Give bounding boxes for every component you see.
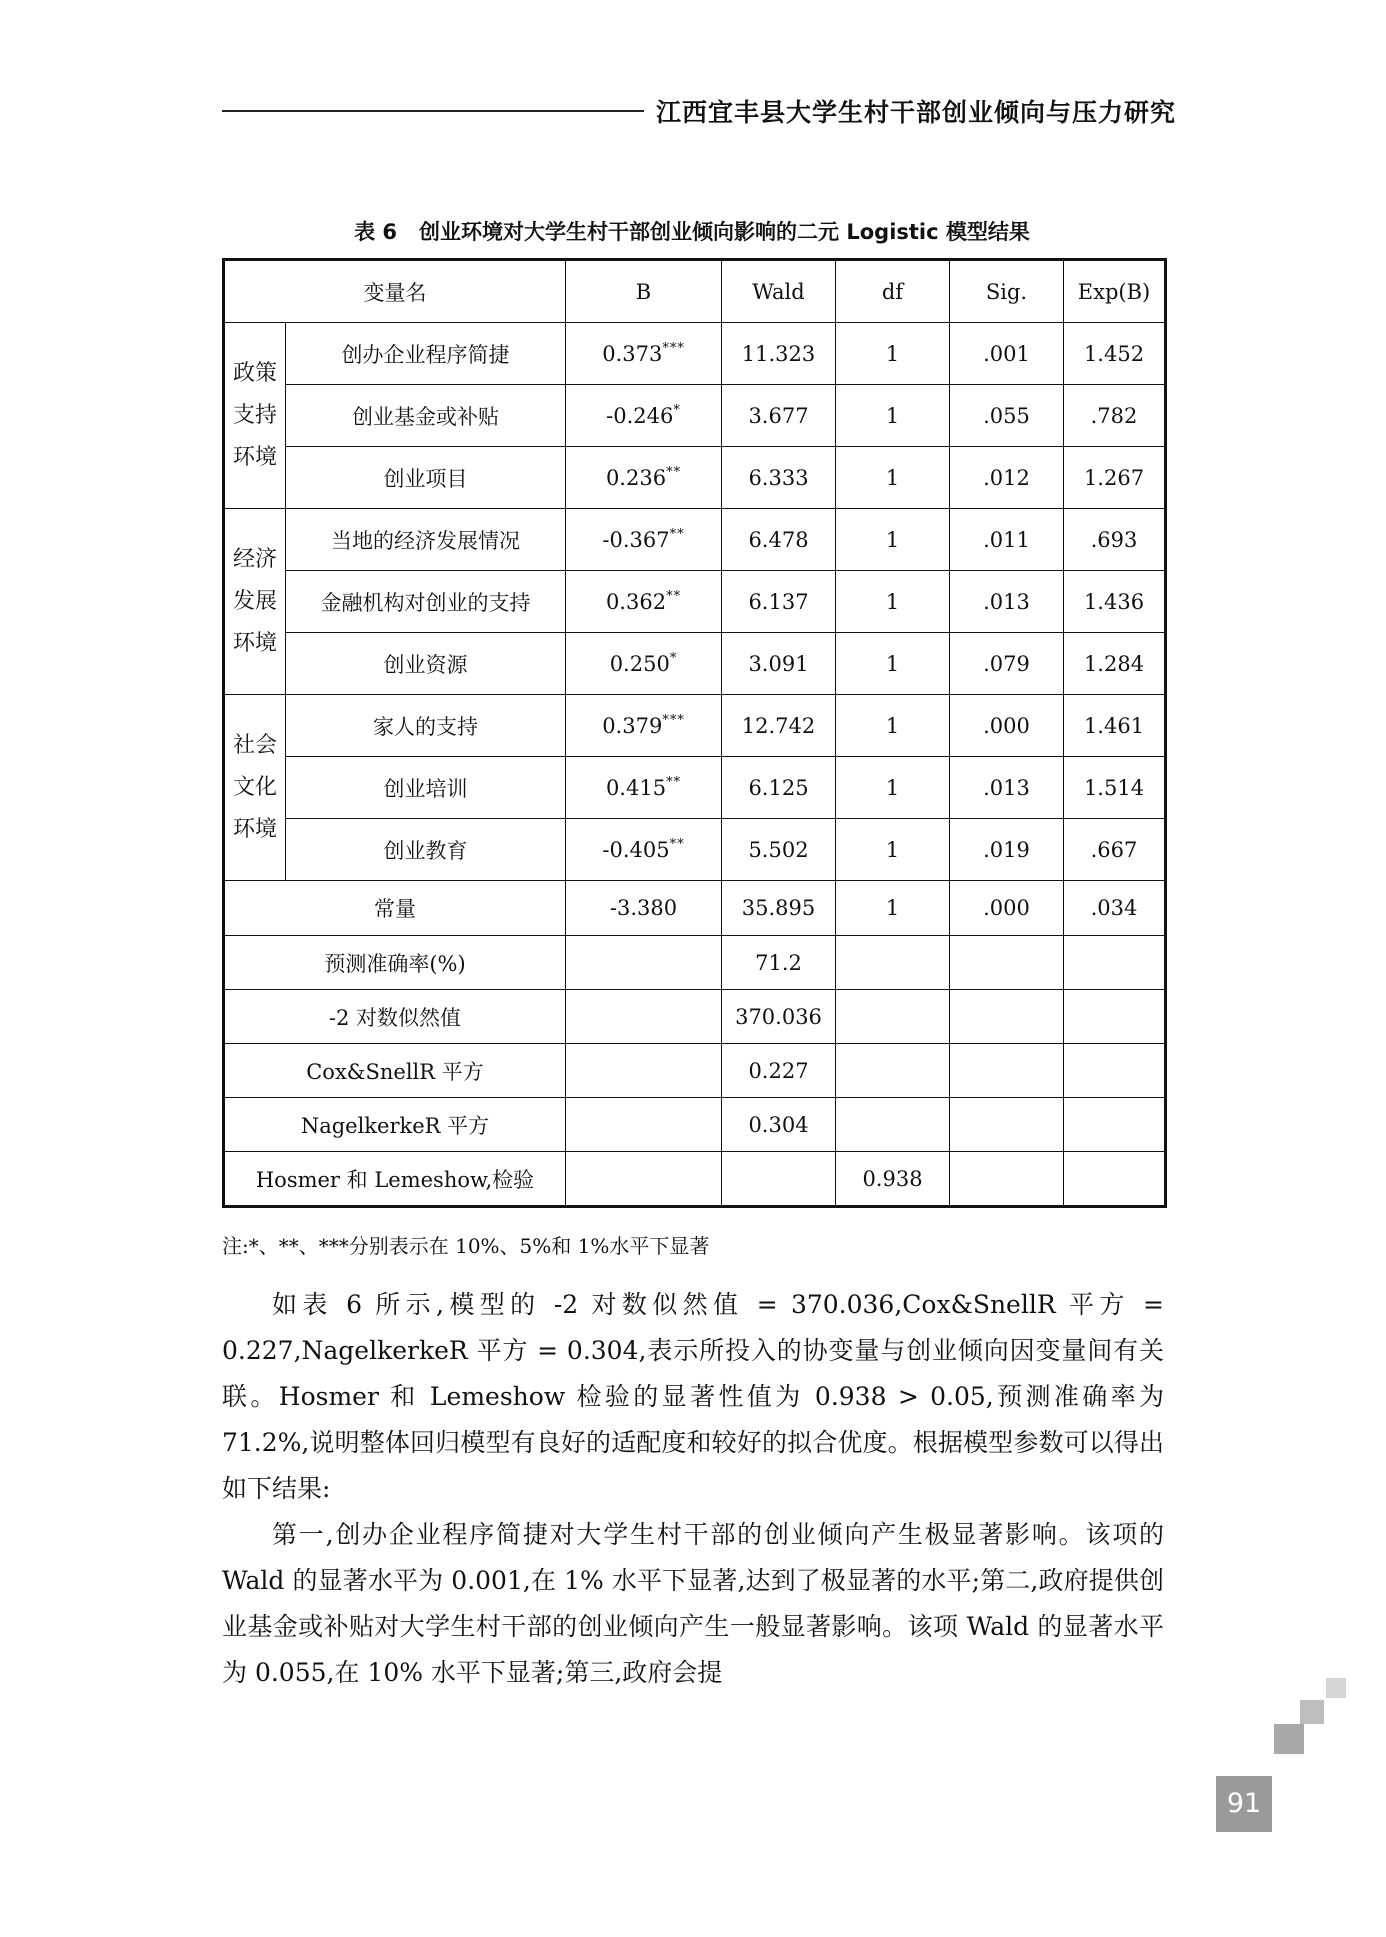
wald-value: 6.137 (722, 571, 836, 633)
decor-square (1326, 1678, 1346, 1698)
df-value: 1 (836, 819, 950, 881)
df-value: 1 (836, 633, 950, 695)
coef-b: -0.367 (602, 528, 670, 552)
coef-b-cell (566, 819, 722, 881)
constant-expb: .034 (1064, 881, 1166, 936)
constant-df: 1 (836, 881, 950, 936)
stat-label: 预测准确率(%) (224, 936, 566, 990)
column-header: Exp(B) (1064, 260, 1166, 323)
coef-b-cell (566, 695, 722, 757)
expb-value: 1.284 (1064, 633, 1166, 695)
constant-b: -3.380 (566, 881, 722, 936)
coef-b: 0.236 (605, 466, 667, 490)
sig-value: .019 (950, 819, 1064, 881)
df-value: 1 (836, 323, 950, 385)
decor-square (1300, 1700, 1324, 1724)
column-header: B (566, 260, 722, 323)
sig-value: .013 (950, 571, 1064, 633)
wald-value: 6.125 (722, 757, 836, 819)
group-label-line: 文化 (232, 774, 277, 800)
expb-value: 1.436 (1064, 571, 1166, 633)
significance-stars: ** (669, 527, 685, 542)
variable-name: 创业教育 (286, 819, 566, 881)
group-label-line: 环境 (232, 444, 277, 470)
group-label-line: 发展 (232, 588, 277, 614)
table-row (224, 757, 1166, 819)
wald-value: 5.502 (722, 819, 836, 881)
running-title: 江西宜丰县大学生村干部创业倾向与压力研究 (656, 98, 1177, 127)
coef-b: 0.362 (605, 590, 667, 614)
results-table (222, 258, 1167, 1208)
model-stat-row (224, 990, 1166, 1044)
significance-stars: ** (666, 465, 682, 480)
table-row (224, 509, 1166, 571)
column-header: Wald (722, 260, 836, 323)
wald-value: 11.323 (722, 323, 836, 385)
table-caption (222, 216, 1162, 246)
table-title: 创业环境对大学生村干部创业倾向影响的二元 Logistic 模型结果 (419, 220, 1030, 244)
group-label (224, 323, 286, 509)
group-label (224, 509, 286, 695)
expb-value: 1.452 (1064, 323, 1166, 385)
df-value: 1 (836, 385, 950, 447)
stat-b-empty (566, 1152, 722, 1207)
significance-stars: ** (666, 775, 682, 790)
table-row (224, 633, 1166, 695)
expb-value: 1.514 (1064, 757, 1166, 819)
coef-b: 0.373 (602, 342, 663, 366)
column-header: Sig. (950, 260, 1064, 323)
stat-label: Hosmer 和 Lemeshow,检验 (224, 1152, 566, 1207)
constant-label: 常量 (224, 881, 566, 936)
paragraph: 第一,创办企业程序简捷对大学生村干部的创业倾向产生极显著影响。该项的 Wald 的显著水平为 0.001,在 1% 水平下显著,达到了极显著的水平;第二,政府提供创业基金或补贴对大学生村干部的创业倾向产生一般显著影响。该项 Wald 的显著水平为 0.055,在 10% 水平下显著;第三,政府会提 (222, 1520, 1164, 1687)
stat-sig-empty (950, 990, 1064, 1044)
stat-sig-empty (950, 1098, 1064, 1152)
model-stat-row (224, 1152, 1166, 1207)
group-label-line: 环境 (232, 630, 277, 656)
table-number: 表 6 (354, 220, 398, 244)
stat-df (836, 1098, 950, 1152)
expb-value: .782 (1064, 385, 1166, 447)
coef-b: -0.246 (606, 404, 674, 428)
group-label-line: 经济 (232, 546, 277, 572)
group-label-line: 环境 (232, 816, 277, 842)
wald-value: 6.333 (722, 447, 836, 509)
table-note: 注:*、**、***分别表示在 10%、5%和 1%水平下显著 (222, 1234, 710, 1258)
column-header: df (836, 260, 950, 323)
df-value: 1 (836, 509, 950, 571)
expb-value: 1.461 (1064, 695, 1166, 757)
table-row (224, 447, 1166, 509)
stat-b-empty (566, 1044, 722, 1098)
table-row (224, 323, 1166, 385)
wald-value: 6.478 (722, 509, 836, 571)
wald-value: 3.091 (722, 633, 836, 695)
sig-value: .013 (950, 757, 1064, 819)
model-stat-row (224, 936, 1166, 990)
stat-wald: 71.2 (722, 936, 836, 990)
page-number: 91 (1216, 1776, 1272, 1832)
wald-value: 3.677 (722, 385, 836, 447)
header-rule (222, 110, 644, 112)
coef-b: 0.250 (609, 652, 670, 676)
df-value: 1 (836, 757, 950, 819)
table-row (224, 571, 1166, 633)
stat-sig-empty (950, 936, 1064, 990)
stat-sig-empty (950, 1152, 1064, 1207)
stat-df (836, 936, 950, 990)
variable-name: 家人的支持 (286, 695, 566, 757)
constant-sig: .000 (950, 881, 1064, 936)
variable-name: 金融机构对创业的支持 (286, 571, 566, 633)
stat-label: Cox&SnellR 平方 (224, 1044, 566, 1098)
stat-expb-empty (1064, 1098, 1166, 1152)
sig-value: .012 (950, 447, 1064, 509)
variable-name: 创业基金或补贴 (286, 385, 566, 447)
stat-expb-empty (1064, 936, 1166, 990)
decor-square (1274, 1724, 1304, 1754)
coef-b: -0.405 (602, 838, 670, 862)
stat-expb-empty (1064, 990, 1166, 1044)
sig-value: .000 (950, 695, 1064, 757)
stat-b-empty (566, 936, 722, 990)
variable-name: 当地的经济发展情况 (286, 509, 566, 571)
significance-stars: *** (662, 341, 685, 356)
stat-label: NagelkerkeR 平方 (224, 1098, 566, 1152)
stat-wald: 370.036 (722, 990, 836, 1044)
df-value: 1 (836, 571, 950, 633)
results-table-body (224, 260, 1166, 1207)
stat-df (836, 990, 950, 1044)
expb-value: .693 (1064, 509, 1166, 571)
table-header-row (224, 260, 1166, 323)
stat-b-empty (566, 1098, 722, 1152)
sig-value: .055 (950, 385, 1064, 447)
variable-name: 创业项目 (286, 447, 566, 509)
df-value: 1 (836, 447, 950, 509)
stat-label: -2 对数似然值 (224, 990, 566, 1044)
coef-b-cell (566, 447, 722, 509)
model-stat-row (224, 1044, 1166, 1098)
significance-stars: ** (666, 589, 682, 604)
coef-b: 0.379 (602, 714, 663, 738)
variable-name: 创业资源 (286, 633, 566, 695)
coef-b-cell (566, 509, 722, 571)
coef-b-cell (566, 385, 722, 447)
stat-b-empty (566, 990, 722, 1044)
wald-value: 12.742 (722, 695, 836, 757)
coef-b: 0.415 (605, 776, 667, 800)
model-stat-row (224, 1098, 1166, 1152)
stat-df: 0.938 (836, 1152, 950, 1207)
significance-stars: * (669, 651, 678, 666)
stat-wald (722, 1152, 836, 1207)
sig-value: .011 (950, 509, 1064, 571)
stat-df (836, 1044, 950, 1098)
df-value: 1 (836, 695, 950, 757)
table-row (224, 819, 1166, 881)
variable-name: 创办企业程序简捷 (286, 323, 566, 385)
table-row (224, 385, 1166, 447)
expb-value: .667 (1064, 819, 1166, 881)
coef-b-cell (566, 633, 722, 695)
significance-stars: ** (669, 837, 685, 852)
coef-b-cell (566, 757, 722, 819)
constant-wald: 35.895 (722, 881, 836, 936)
expb-value: 1.267 (1064, 447, 1166, 509)
stat-wald: 0.227 (722, 1044, 836, 1098)
variable-name: 创业培训 (286, 757, 566, 819)
coef-b-cell (566, 571, 722, 633)
sig-value: .001 (950, 323, 1064, 385)
paragraph: 如表 6 所示,模型的 -2 对数似然值 = 370.036,Cox&SnellR 平方 = 0.227,NagelkerkeR 平方 = 0.304,表示所投入的协变量与创业倾向因变量间有关联。Hosmer 和 Lemeshow 检验的显著性值为 0.938 > 0.05,预测准确率为 71.2%,说明整体回归模型有良好的适配度和较好的拟合优度。根据模型参数可以得出如下结果: (222, 1290, 1164, 1503)
stat-expb-empty (1064, 1044, 1166, 1098)
significance-stars: * (673, 403, 681, 418)
group-label (224, 695, 286, 881)
table-row (224, 695, 1166, 757)
body-text (222, 1282, 1164, 1696)
sig-value: .079 (950, 633, 1064, 695)
group-label-line: 政策 (232, 360, 277, 386)
group-label-line: 社会 (232, 732, 277, 758)
group-label-line: 支持 (232, 402, 277, 428)
significance-stars: *** (662, 713, 685, 728)
coef-b-cell (566, 323, 722, 385)
column-header: 变量名 (224, 260, 566, 323)
stat-wald: 0.304 (722, 1098, 836, 1152)
constant-row (224, 881, 1166, 936)
stat-sig-empty (950, 1044, 1064, 1098)
stat-expb-empty (1064, 1152, 1166, 1207)
